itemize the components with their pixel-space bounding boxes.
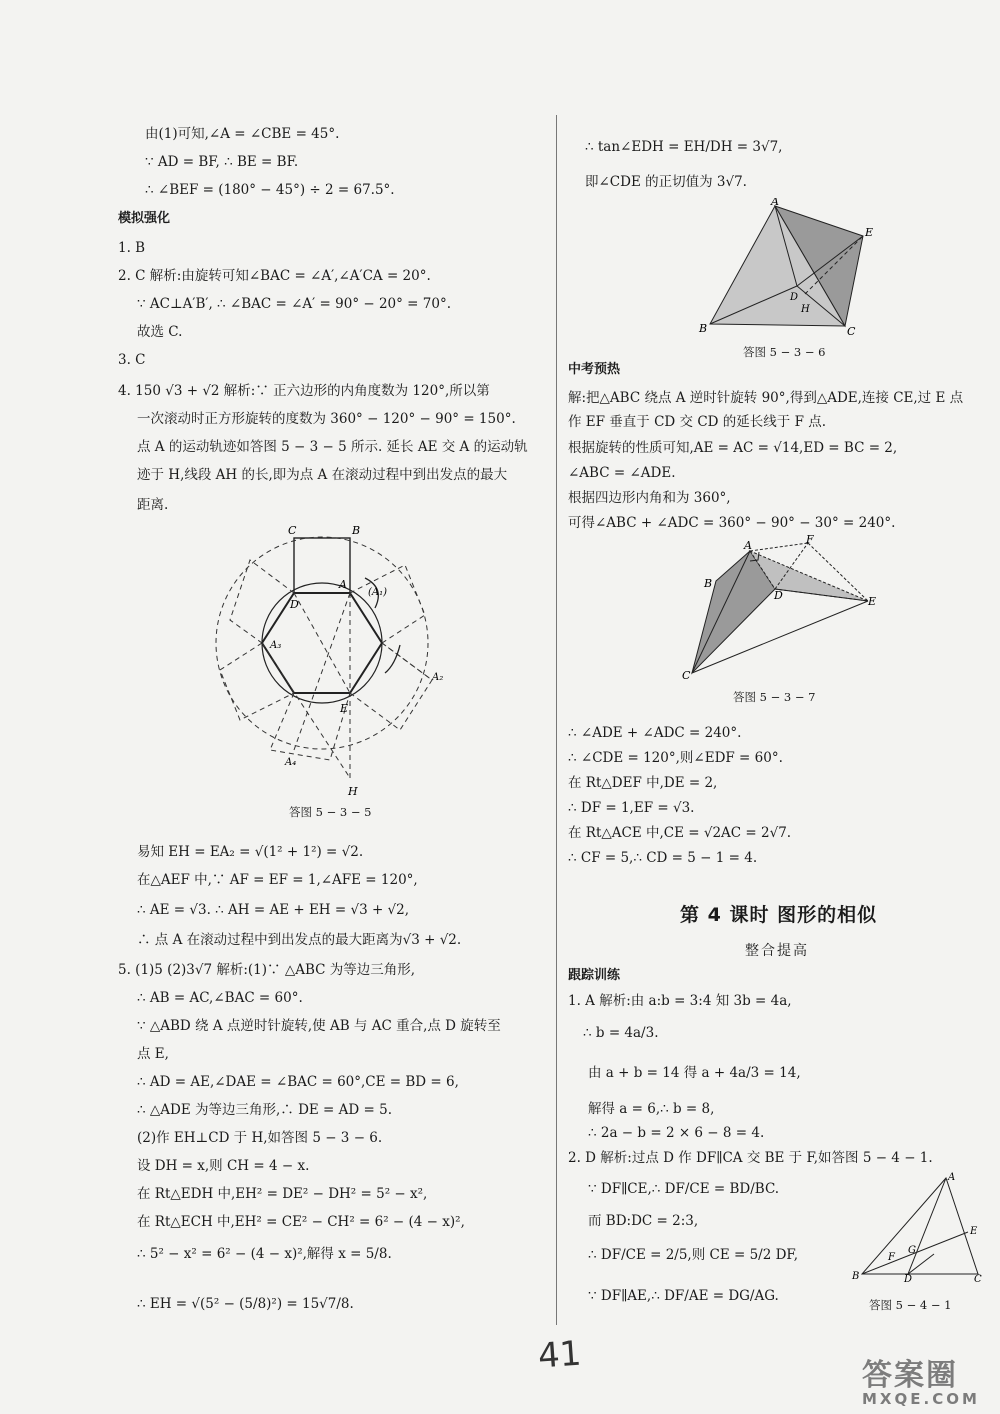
- watermark-logo: 答案圈 MXQE.COM: [862, 1358, 980, 1408]
- right-line-15: 跟踪训练: [568, 968, 621, 983]
- left-line-1: ∵ AD = BF, ∴ BE = BF.: [145, 154, 299, 170]
- left-line-14: 易知 EH = EA₂ = √(1² + 1²) = √2.: [137, 844, 364, 860]
- right-line-2: 中考预热: [568, 362, 621, 377]
- figure-5-3-7: [680, 533, 880, 685]
- label-A: A: [339, 578, 347, 591]
- page-number: 41: [536, 1333, 583, 1377]
- lesson-title: 第 4 课时 图形的相似: [680, 904, 878, 926]
- right-line-16: 1. A 解析:由 a:b = 3:4 知 3b = 4a,: [568, 993, 792, 1009]
- label-B: B: [704, 577, 713, 590]
- left-line-9: 4. 150 √3 + √2 解析:∵ 正六边形的内角度数为 120°,所以第: [118, 383, 490, 399]
- left-line-17: ∴ 点 A 在滚动过程中到出发点的最大距离为√3 + √2.: [137, 932, 462, 948]
- right-line-20: ∴ 2a − b = 2 × 6 − 8 = 4.: [588, 1125, 765, 1141]
- right-line-19: 解得 a = 6,∴ b = 8,: [588, 1101, 715, 1117]
- right-line-1: 即∠CDE 的正切值为 3√7.: [585, 174, 747, 190]
- label-D: D: [904, 1274, 913, 1282]
- label-B: B: [352, 524, 361, 537]
- left-line-6: ∵ AC⊥A′B′, ∴ ∠BAC = ∠A′ = 90° − 20° = 70°.: [137, 296, 452, 312]
- label-F: F: [888, 1252, 895, 1263]
- left-line-25: 设 DH = x,则 CH = 4 − x.: [137, 1158, 310, 1174]
- label-C: C: [288, 524, 297, 537]
- left-line-27: 在 Rt△ECH 中,EH² = CE² − CH² = 6² − (4 − x)²,: [137, 1214, 465, 1230]
- label-A4: A₄: [285, 757, 297, 768]
- left-line-0: 由(1)可知,∠A = ∠CBE = 45°.: [145, 126, 340, 142]
- right-line-25: ∵ DF∥AE,∴ DF/AE = DG/AG.: [588, 1288, 779, 1304]
- right-line-3: 解:把△ABC 绕点 A 逆时针旋转 90°,得到△ADE,连接 CE,过 E 点: [568, 390, 964, 406]
- right-line-17: ∴ b = 4a/3.: [583, 1025, 659, 1041]
- label-F: F: [806, 533, 814, 546]
- caption-5-3-5: 答图 5 − 3 − 5: [289, 805, 372, 819]
- left-line-8: 3. C: [118, 352, 146, 368]
- left-line-7: 故选 C.: [137, 324, 183, 340]
- column-divider: [556, 115, 557, 1325]
- right-line-13: 在 Rt△ACE 中,CE = √2AC = 2√7.: [568, 825, 792, 841]
- left-line-24: (2)作 EH⊥CD 于 H,如答图 5 − 3 − 6.: [137, 1130, 383, 1146]
- label-A1: (A₁): [368, 587, 388, 598]
- right-line-6: ∠ABC = ∠ADE.: [568, 465, 676, 481]
- label-A: A: [771, 198, 779, 208]
- right-line-24: ∴ DF/CE = 2/5,则 CE = 5/2 DF,: [588, 1247, 798, 1263]
- left-line-2: ∴ ∠BEF = (180° − 45°) ÷ 2 = 67.5°.: [145, 182, 395, 198]
- right-line-18: 由 a + b = 14 得 a + 4a/3 = 14,: [588, 1065, 801, 1081]
- right-line-4: 作 EF 垂直于 CD 交 CD 的延长线于 F 点.: [568, 414, 827, 430]
- left-line-10: 一次滚动时正方形旋转的度数为 360° − 120° − 90° = 150°.: [137, 411, 516, 427]
- left-line-13: 距离.: [137, 497, 169, 513]
- right-line-10: ∴ ∠CDE = 120°,则∠EDF = 60°.: [568, 750, 783, 766]
- label-A: A: [744, 539, 752, 552]
- label-D: D: [290, 598, 299, 611]
- left-line-3: 模拟强化: [118, 211, 171, 226]
- left-line-21: 点 E,: [137, 1046, 169, 1062]
- figure-5-3-5: [210, 520, 450, 800]
- left-line-22: ∴ AD = AE,∠DAE = ∠BAC = 60°,CE = BD = 6,: [137, 1074, 459, 1090]
- left-line-12: 迹于 H,线段 AH 的长,即为点 A 在滚动过程中到出发点的最大: [137, 467, 508, 483]
- figure-5-3-6: [695, 198, 875, 336]
- label-G: G: [908, 1245, 916, 1256]
- figure-5-4-1: [850, 1170, 985, 1282]
- left-line-26: 在 Rt△EDH 中,EH² = DE² − DH² = 5² − x²,: [137, 1186, 428, 1202]
- label-A3: A₃: [270, 640, 282, 651]
- label-C: C: [682, 669, 691, 682]
- left-line-5: 2. C 解析:由旋转可知∠BAC = ∠A′,∠A′CA = 20°.: [118, 268, 431, 284]
- right-line-21: 2. D 解析:过点 D 作 DF∥CA 交 BE 于 F,如答图 5 − 4 − 1.: [568, 1150, 933, 1166]
- caption-5-3-7: 答图 5 − 3 − 7: [733, 690, 816, 704]
- left-line-23: ∴ △ADE 为等边三角形,∴ DE = AD = 5.: [137, 1102, 392, 1118]
- right-line-7: 根据四边形内角和为 360°,: [568, 490, 731, 506]
- label-B: B: [699, 322, 708, 335]
- label-H: H: [801, 304, 810, 315]
- right-line-12: ∴ DF = 1,EF = √3.: [568, 800, 695, 816]
- right-line-5: 根据旋转的性质可知,AE = AC = √14,ED = BC = 2,: [568, 440, 898, 456]
- right-line-11: 在 Rt△DEF 中,DE = 2,: [568, 775, 718, 791]
- right-line-23: 而 BD:DC = 2:3,: [588, 1213, 699, 1229]
- label-E: E: [868, 595, 877, 608]
- caption-5-4-1: 答图 5 − 4 − 1: [869, 1298, 952, 1312]
- label-E: E: [340, 702, 349, 715]
- right-line-14: ∴ CF = 5,∴ CD = 5 − 1 = 4.: [568, 850, 758, 866]
- label-B: B: [852, 1271, 860, 1282]
- label-C: C: [974, 1274, 982, 1282]
- left-line-11: 点 A 的运动轨迹如答图 5 − 3 − 5 所示. 延长 AE 交 A 的运动轨: [137, 439, 528, 455]
- left-line-20: ∵ △ABD 绕 A 点逆时针旋转,使 AB 与 AC 重合,点 D 旋转至: [137, 1018, 501, 1034]
- left-line-4: 1. B: [118, 240, 146, 256]
- label-H: H: [348, 785, 358, 798]
- label-D: D: [790, 292, 799, 303]
- label-A: A: [948, 1172, 956, 1183]
- label-E: E: [970, 1226, 978, 1237]
- left-line-16: ∴ AE = √3. ∴ AH = AE + EH = √3 + √2,: [137, 902, 410, 918]
- left-line-18: 5. (1)5 (2)3√7 解析:(1)∵ △ABC 为等边三角形,: [118, 962, 416, 978]
- left-line-15: 在△AEF 中,∵ AF = EF = 1,∠AFE = 120°,: [137, 872, 418, 888]
- label-E: E: [865, 226, 874, 239]
- caption-5-3-6: 答图 5 − 3 − 6: [743, 345, 826, 359]
- left-line-29: ∴ EH = √(5² − (5/8)²) = 15√7/8.: [137, 1296, 354, 1312]
- label-D: D: [774, 589, 783, 602]
- label-A2: A₂: [432, 672, 444, 683]
- left-line-19: ∴ AB = AC,∠BAC = 60°.: [137, 990, 303, 1006]
- right-line-9: ∴ ∠ADE + ∠ADC = 240°.: [568, 725, 742, 741]
- right-line-22: ∵ DF∥CE,∴ DF/CE = BD/BC.: [588, 1181, 780, 1197]
- lesson-subtitle: 整合提高: [745, 943, 809, 959]
- left-line-28: ∴ 5² − x² = 6² − (4 − x)²,解得 x = 5/8.: [137, 1246, 392, 1262]
- right-line-8: 可得∠ABC + ∠ADC = 360° − 90° − 30° = 240°.: [568, 515, 896, 531]
- right-line-0: ∴ tan∠EDH = EH/DH = 3√7,: [585, 139, 783, 155]
- label-C: C: [847, 325, 856, 336]
